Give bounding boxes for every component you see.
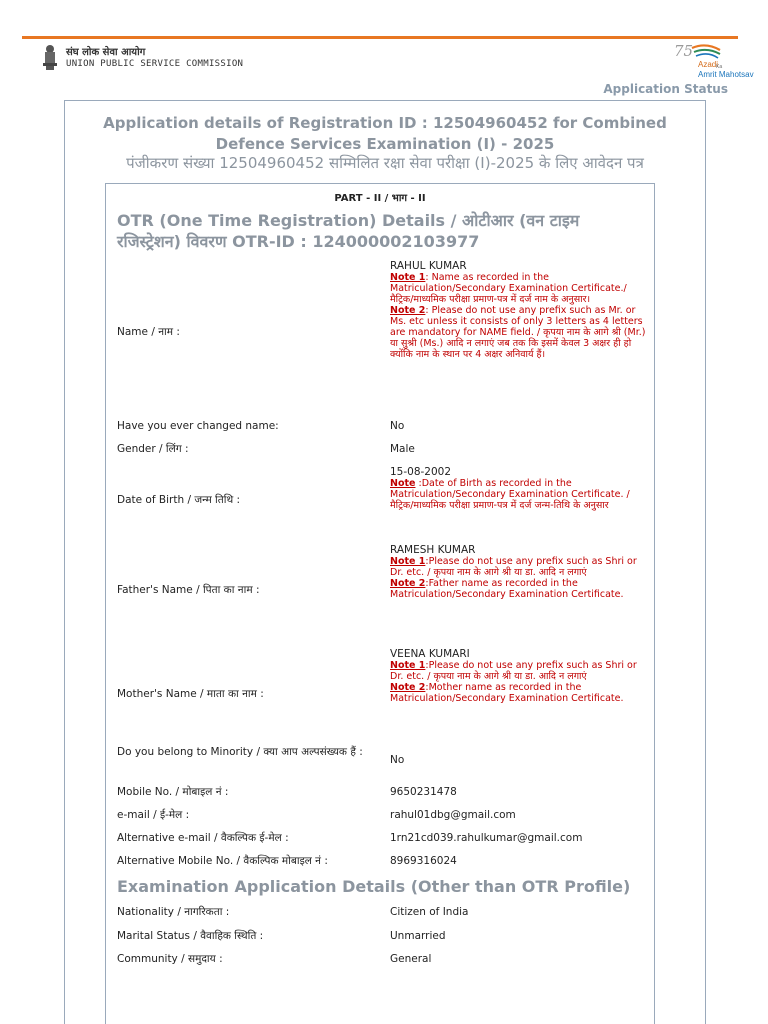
part-heading: PART - II / भाग - II bbox=[334, 193, 426, 204]
note-text bbox=[390, 578, 646, 600]
field-label: Date of Birth / जन्म तिथि : bbox=[117, 494, 241, 506]
page-title-english: Application details of Registration ID : 12504960452 for Combined Defence Services Examination (I) - 2025 bbox=[103, 114, 667, 153]
note-tag: Note 1 bbox=[390, 272, 426, 283]
note-body: :Father name as recorded in the Matriculation/Secondary Examination Certificate. bbox=[390, 578, 624, 600]
field-value: Unmarried bbox=[390, 930, 446, 942]
note-text bbox=[390, 682, 646, 704]
note-tag: Note 2 bbox=[390, 578, 426, 589]
field-value: Male bbox=[390, 443, 415, 455]
field-value: 9650231478 bbox=[390, 786, 457, 798]
field-value: 8969316024 bbox=[390, 855, 457, 867]
note-body: :Please do not use any prefix such as Shri or Dr. etc. / कृपया नाम के आगे श्री या डा. आदि न लगाएं bbox=[390, 660, 637, 682]
field-value: No bbox=[390, 754, 405, 766]
header-accent-bar bbox=[22, 36, 738, 39]
field-label: Alternative e-mail / वैकल्पिक ई-मेल : bbox=[117, 832, 289, 844]
note-tag: Note bbox=[390, 478, 416, 489]
note-body: : Name as recorded in the Matriculation/Secondary Examination Certificate./ मैट्रिक/माध्यमिक परीक्षा प्रमाण-पत्र में दर्ज नाम के अनुसार। bbox=[390, 272, 627, 305]
otr-details-box bbox=[105, 183, 655, 1024]
exam-details-section-title: Examination Application Details (Other than OTR Profile) bbox=[117, 877, 631, 896]
field-value: rahul01dbg@gmail.com bbox=[390, 809, 516, 821]
note-body: :Date of Birth as recorded in the Matriculation/Secondary Examination Certificate. / मैट्रिक/माध्यमिक परीक्षा प्रमाण-पत्र में दर्ज जन्म-तिथि के अनुसार bbox=[390, 478, 630, 511]
note-text bbox=[390, 272, 646, 305]
field-value: RAHUL KUMAR bbox=[390, 260, 467, 272]
field-value: Citizen of India bbox=[390, 906, 469, 918]
org-name-hindi: संघ लोक सेवा आयोग bbox=[66, 47, 146, 58]
note-text bbox=[390, 305, 646, 360]
field-value: 15-08-2002 bbox=[390, 466, 452, 478]
azadi-logo-text: Azadi bbox=[698, 60, 719, 69]
field-label: Gender / लिंग : bbox=[117, 443, 189, 455]
note-text bbox=[390, 556, 646, 578]
application-status-link[interactable]: Application Status bbox=[603, 82, 728, 96]
note-body: :Please do not use any prefix such as Shri or Dr. etc. / कृपया नाम के आगे श्री या डा. आदि न लगाएं bbox=[390, 556, 637, 578]
field-value: RAMESH KUMAR bbox=[390, 544, 476, 556]
field-label: Mother's Name / माता का नाम : bbox=[117, 688, 264, 700]
field-label: Marital Status / वैवाहिक स्थिति : bbox=[117, 930, 264, 942]
note-tag: Note 2 bbox=[390, 305, 426, 316]
national-emblem-icon bbox=[40, 43, 60, 71]
note-body: :Mother name as recorded in the Matriculation/Secondary Examination Certificate. bbox=[390, 682, 624, 704]
svg-text:75: 75 bbox=[674, 42, 694, 60]
page-header bbox=[0, 0, 768, 98]
azadi-logo-ka: Ka bbox=[716, 64, 723, 70]
field-value-block bbox=[390, 260, 646, 360]
field-label: Have you ever changed name: bbox=[117, 420, 279, 432]
page-title-hindi: पंजीकरण संख्या 12504960452 सम्मिलित रक्षा सेवा परीक्षा (I)-2025 के लिए आवेदन पत्र bbox=[126, 154, 644, 172]
org-name-english: UNION PUBLIC SERVICE COMMISSION bbox=[66, 59, 244, 69]
field-label: e-mail / ई-मेल : bbox=[117, 809, 190, 821]
field-label: Alternative Mobile No. / वैकल्पिक मोबाइल नं : bbox=[117, 855, 328, 867]
field-label: Community / समुदाय : bbox=[117, 953, 223, 965]
note-text bbox=[390, 478, 646, 511]
field-value: 1rn21cd039.rahulkumar@gmail.com bbox=[390, 832, 583, 844]
otr-section-title: OTR (One Time Registration) Details / ओटीआर (वन टाइम रजिस्ट्रेशन) विवरण OTR-ID : 124000002103977 bbox=[117, 211, 580, 251]
note-tag: Note 1 bbox=[390, 556, 426, 567]
application-details-panel bbox=[64, 100, 706, 1024]
field-value: General bbox=[390, 953, 432, 965]
field-label: Name / नाम : bbox=[117, 326, 180, 338]
note-body: : Please do not use any prefix such as Mr. or Ms. etc unless it consists of only 3 letters as 4 letters are mandatory for NAME field. / कृपया नाम के आगे श्री (Mr.) या सुश्री (Ms.) आदि न लगाएं जब तक कि इसमें केवल 3 अक्षर ही हो क्योंकि नाम के स्थान पर 4 अक्षर अनिवार्य हैं। bbox=[390, 305, 646, 360]
note-tag: Note 1 bbox=[390, 660, 426, 671]
field-value: No bbox=[390, 420, 405, 432]
field-value: VEENA KUMARI bbox=[390, 648, 470, 660]
field-label: Nationality / नागरिकता : bbox=[117, 906, 230, 918]
note-tag: Note 2 bbox=[390, 682, 426, 693]
note-text bbox=[390, 660, 646, 682]
field-label: Do you belong to Minority / क्या आप अल्पसंख्यक हैं : bbox=[117, 746, 363, 758]
azadi-logo-subtext: Amrit Mahotsav bbox=[698, 70, 754, 79]
field-label: Mobile No. / मोबाइल नं : bbox=[117, 786, 229, 798]
field-label: Father's Name / पिता का नाम : bbox=[117, 584, 260, 596]
